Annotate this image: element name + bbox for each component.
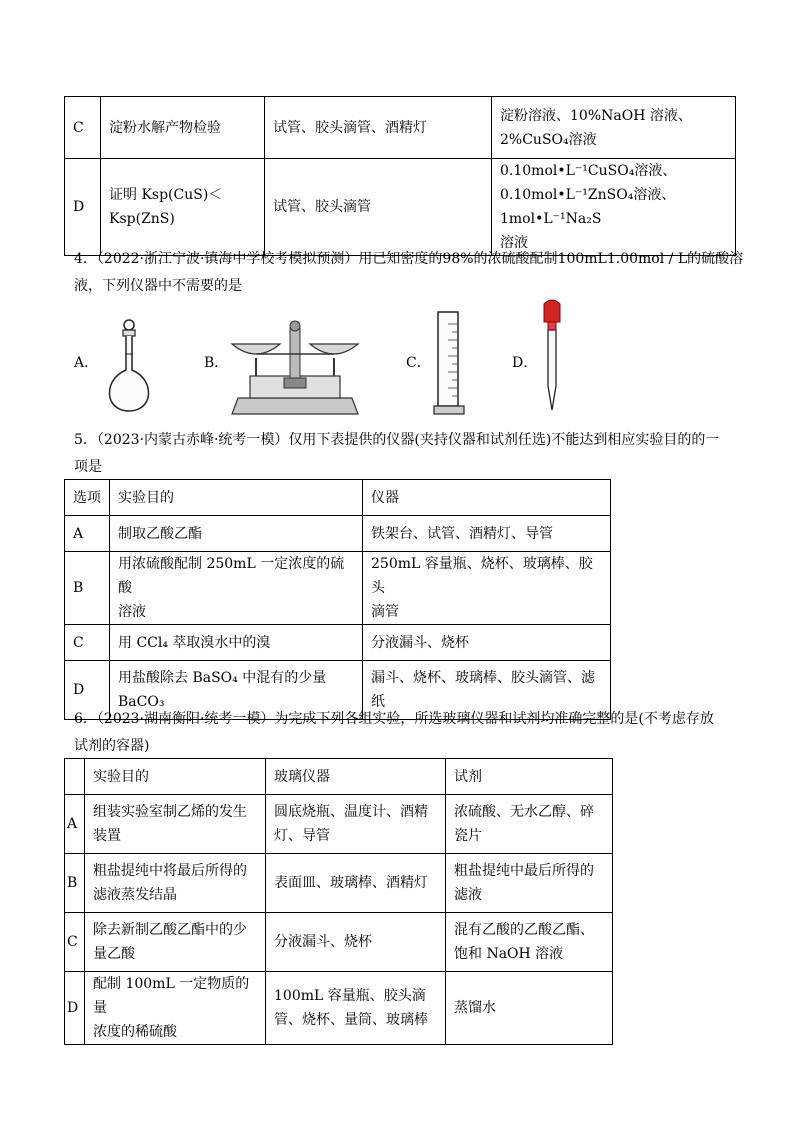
option-c-label: C． [406, 355, 431, 371]
reagent-cell [446, 913, 613, 972]
cell-line: 溶液 [118, 604, 146, 620]
cell-line: 250mL 容量瓶、烧杯、玻璃棒、胶头 [371, 556, 593, 596]
cell-line: 粗盐提纯中将最后所得的 [93, 863, 247, 879]
glass-cell [266, 913, 446, 972]
row-label: A [65, 795, 85, 854]
cell-line: 灯、导管 [274, 828, 330, 844]
cell-line: 滤液蒸发结晶 [93, 887, 177, 903]
purpose-cell [85, 795, 266, 854]
row-label: D [65, 661, 110, 720]
cell-line: 瓷片 [454, 828, 482, 844]
table-row [65, 552, 611, 625]
cell-line: 饱和 NaOH 溶液 [454, 946, 564, 962]
row-label: D [65, 159, 101, 256]
q6-table [64, 758, 613, 1045]
header-cell: 玻璃仪器 [266, 759, 446, 795]
dropper-icon [538, 298, 566, 414]
row-label: C [65, 913, 85, 972]
table-row [65, 795, 613, 854]
cell-line: 用盐酸除去 BaSO₄ 中混有的少量 [118, 670, 327, 686]
question-6-line-1: 6．（2023·湖南衡阳·统考一模）为完成下列各组实验，所选玻璃仪器和试剂均准确完整的是(不考虑存放 [74, 711, 714, 727]
option-b-label: B． [204, 355, 229, 371]
cell-line: 蒸馏水 [454, 1000, 496, 1016]
cell-line: 混有乙酸的乙酸乙酯、 [454, 922, 594, 938]
table-row [65, 97, 736, 159]
cell-line: 漏斗、烧杯、玻璃棒、胶头滴管、滤 [371, 670, 595, 686]
question-4-line-1: 4．（2022·浙江宁波·镇海中学校考模拟预测）用已知密度的98%的浓硫酸配制100mL1.00mol / L的硫酸溶 [74, 251, 744, 267]
row-label: C [65, 97, 101, 159]
purpose-cell [110, 552, 363, 625]
table-header-row [65, 480, 611, 516]
purpose-cell [85, 972, 266, 1045]
cell-line: 100mL 容量瓶、胶头滴 [274, 988, 426, 1004]
graduated-cylinder-icon [432, 310, 466, 416]
cell-line: 分液漏斗、烧杯 [274, 934, 372, 950]
q5-table [64, 479, 611, 720]
header-cell: 仪器 [363, 480, 611, 516]
cell-line: 装置 [93, 828, 121, 844]
reagent-cell [446, 972, 613, 1045]
glass-cell [266, 854, 446, 913]
header-cell [65, 759, 85, 795]
row-label: C [65, 625, 110, 661]
glass-cell [266, 795, 446, 854]
q3-table [64, 96, 736, 256]
reagent-line: 溶液 [500, 235, 528, 251]
cell-line: 组装实验室制乙烯的发生 [93, 804, 247, 820]
table-row [65, 516, 611, 552]
instruments-cell: 铁架台、试管、酒精灯、导管 [363, 516, 611, 552]
cell-line: 管、烧杯、量筒、玻璃棒 [274, 1012, 428, 1028]
reagent-line: 0.10mol•L⁻¹CuSO₄溶液、 [500, 163, 677, 179]
balance-scale-icon [228, 320, 362, 416]
header-cell: 选项 [65, 480, 110, 516]
purpose-cell [85, 854, 266, 913]
glass-cell [266, 972, 446, 1045]
instruments-cell: 试管、胶头滴管、酒精灯 [265, 97, 492, 159]
reagent-line: 0.10mol•L⁻¹ZnSO₄溶液、1mol•L⁻¹Na₂S [500, 187, 676, 227]
reagent-cell [492, 97, 736, 159]
header-cell: 实验目的 [85, 759, 266, 795]
row-label: B [65, 854, 85, 913]
purpose-cell: 淀粉水解产物检验 [101, 97, 265, 159]
cell-line: 浓度的稀硫酸 [93, 1024, 177, 1040]
header-cell: 试剂 [446, 759, 613, 795]
question-5-line-1: 5．（2023·内蒙古赤峰·统考一模）仅用下表提供的仪器(夹持仪器和试剂任选)不能达到相应实验目的的一 [74, 432, 720, 448]
reagent-cell [446, 854, 613, 913]
cell-line: BaCO₃ [118, 694, 165, 710]
table-row [65, 159, 736, 256]
row-label: D [65, 972, 85, 1045]
question-4-line-2: 液，下列仪器中不需要的是 [74, 278, 242, 294]
row-label: A [65, 516, 110, 552]
instruments-cell: 试管、胶头滴管 [265, 159, 492, 256]
question-5-line-2: 项是 [74, 459, 102, 475]
purpose-cell: 用 CCl₄ 萃取溴水中的溴 [110, 625, 363, 661]
cell-line: 滴管 [371, 604, 399, 620]
volumetric-flask-icon [106, 318, 152, 414]
purpose-cell: 证明 Ksp(CuS)＜Ksp(ZnS) [101, 159, 265, 256]
cell-line: 浓硫酸、无水乙醇、碎 [454, 804, 594, 820]
purpose-cell [85, 913, 266, 972]
instruments-cell: 分液漏斗、烧杯 [363, 625, 611, 661]
option-d-label: D． [512, 355, 538, 371]
table-row [65, 625, 611, 661]
reagent-line: 2%CuSO₄溶液 [500, 131, 597, 148]
reagent-cell [446, 795, 613, 854]
cell-line: 除去新制乙酸乙酯中的少 [93, 922, 247, 938]
cell-line: 配制 100mL 一定物质的量 [93, 976, 250, 1016]
cell-line: 粗盐提纯中最后所得的 [454, 863, 594, 879]
question-6-line-2: 试剂的容器) [74, 738, 150, 754]
instruments-cell [363, 552, 611, 625]
table-header-row [65, 759, 613, 795]
row-label: B [65, 552, 110, 625]
cell-line: 圆底烧瓶、温度计、酒精 [274, 804, 428, 820]
cell-line: 纸 [371, 694, 385, 710]
table-row [65, 854, 613, 913]
table-row [65, 972, 613, 1045]
reagent-cell [492, 159, 736, 256]
header-cell: 实验目的 [110, 480, 363, 516]
reagent-line: 淀粉溶液、10%NaOH 溶液、 [500, 107, 692, 124]
table-row [65, 913, 613, 972]
purpose-cell: 制取乙酸乙酯 [110, 516, 363, 552]
cell-line: 滤液 [454, 887, 482, 903]
option-a-label: A． [74, 355, 99, 371]
cell-line: 量乙酸 [93, 946, 135, 962]
cell-line: 表面皿、玻璃棒、酒精灯 [274, 875, 428, 891]
cell-line: 用浓硫酸配制 250mL 一定浓度的硫酸 [118, 556, 345, 596]
